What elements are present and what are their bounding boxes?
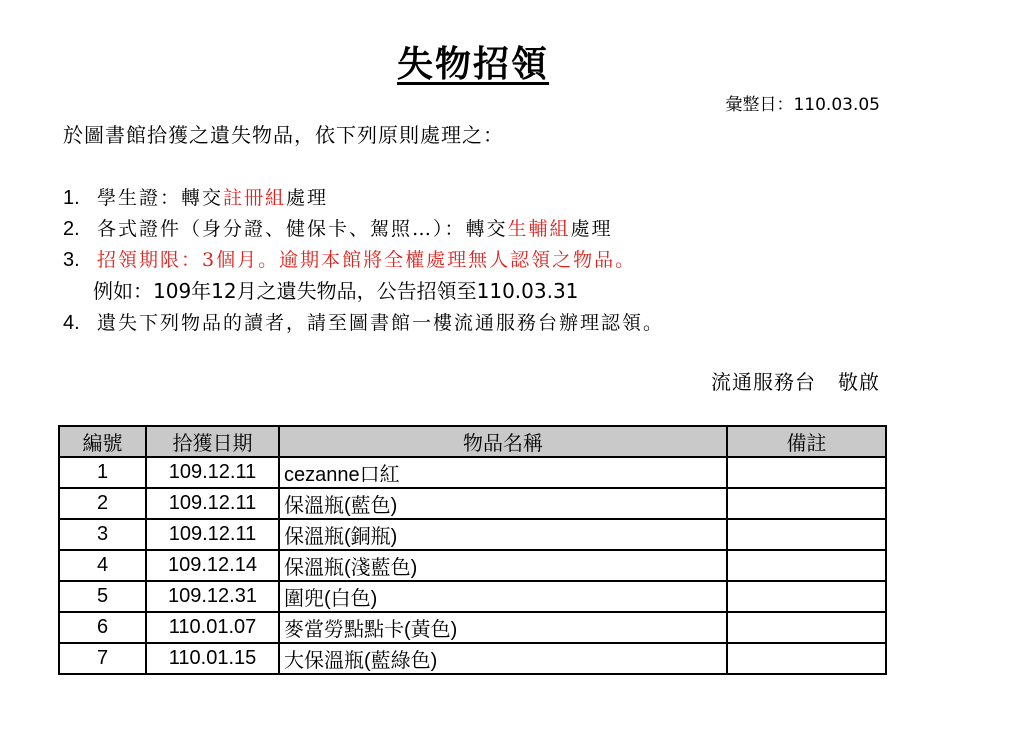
cell-note: [727, 612, 886, 643]
cell-number: 3: [59, 519, 146, 550]
cell-item: 麥當勞點點卡(黃色): [279, 612, 727, 643]
cell-date: 109.12.31: [146, 581, 279, 612]
cell-note: [727, 581, 886, 612]
cell-item: cezanne口紅: [279, 457, 727, 488]
cell-number: 4: [59, 550, 146, 581]
compiled-date: 彙整日：110.03.05: [725, 95, 880, 115]
table-row: [59, 519, 886, 550]
cell-number: 5: [59, 581, 146, 612]
table-row: [59, 550, 886, 581]
cell-number: 6: [59, 612, 146, 643]
rule-3-text: 招領期限：3個月。逾期本館將全權處理無人認領之物品。: [97, 249, 637, 271]
rule-4: [63, 308, 664, 335]
rule-2: [63, 214, 613, 241]
signoff-dept: 流通服務台: [711, 370, 816, 394]
cell-date: 109.12.14: [146, 550, 279, 581]
cell-date: 110.01.15: [146, 643, 279, 674]
rule-1: [63, 183, 328, 210]
cell-item: 大保溫瓶(藍綠色): [279, 643, 727, 674]
header-found-date: 拾獲日期: [146, 426, 279, 457]
rule-1-text-c: 處理: [286, 187, 329, 209]
cell-date: 110.01.07: [146, 612, 279, 643]
rule-4-text: 遺失下列物品的讀者，請至圖書館一樓流通服務台辦理認領。: [97, 312, 665, 334]
table-row: [59, 581, 886, 612]
cell-note: [727, 550, 886, 581]
header-number: 編號: [59, 426, 146, 457]
rule-3-example: 例如：109年12月之遺失物品，公告招領至110.03.31: [93, 279, 579, 303]
rule-4-number: 4.: [63, 312, 80, 334]
cell-number: 1: [59, 457, 146, 488]
cell-note: [727, 488, 886, 519]
cell-number: 7: [59, 643, 146, 674]
rule-1-number: 1.: [63, 187, 80, 209]
cell-note: [727, 643, 886, 674]
lost-items-table: [58, 425, 887, 675]
rule-1-text-a: 學生證：轉交: [97, 187, 224, 209]
rule-1-office: 註冊組: [223, 187, 287, 209]
cell-item: 保溫瓶(淺藍色): [279, 550, 727, 581]
cell-note: [727, 519, 886, 550]
cell-item: 保溫瓶(銅瓶): [279, 519, 727, 550]
intro-text: 於圖書館拾獲之遺失物品，依下列原則處理之：: [63, 123, 504, 147]
cell-date: 109.12.11: [146, 488, 279, 519]
cell-number: 2: [59, 488, 146, 519]
header-remarks: 備註: [727, 426, 886, 457]
header-item-name: 物品名稱: [279, 426, 727, 457]
cell-item: 保溫瓶(藍色): [279, 488, 727, 519]
table-row: [59, 612, 886, 643]
signoff: [711, 366, 880, 395]
table-row: [59, 457, 886, 488]
page-title-wrap: [0, 36, 946, 87]
rule-3: [63, 245, 636, 272]
rule-2-office: 生輔組: [507, 218, 571, 240]
table-header-row: [59, 426, 886, 457]
rule-2-number: 2.: [63, 218, 80, 240]
page-title: 失物招領: [396, 44, 549, 85]
cell-date: 109.12.11: [146, 457, 279, 488]
cell-note: [727, 457, 886, 488]
signoff-closing: 敬啟: [838, 370, 880, 394]
table-row: [59, 488, 886, 519]
cell-date: 109.12.11: [146, 519, 279, 550]
rule-3-number: 3.: [63, 249, 80, 271]
rule-2-text-a: 各式證件（身分證、健保卡、駕照…）：轉交: [97, 218, 508, 240]
rule-2-text-c: 處理: [570, 218, 613, 240]
cell-item: 圍兜(白色): [279, 581, 727, 612]
table-row: [59, 643, 886, 674]
